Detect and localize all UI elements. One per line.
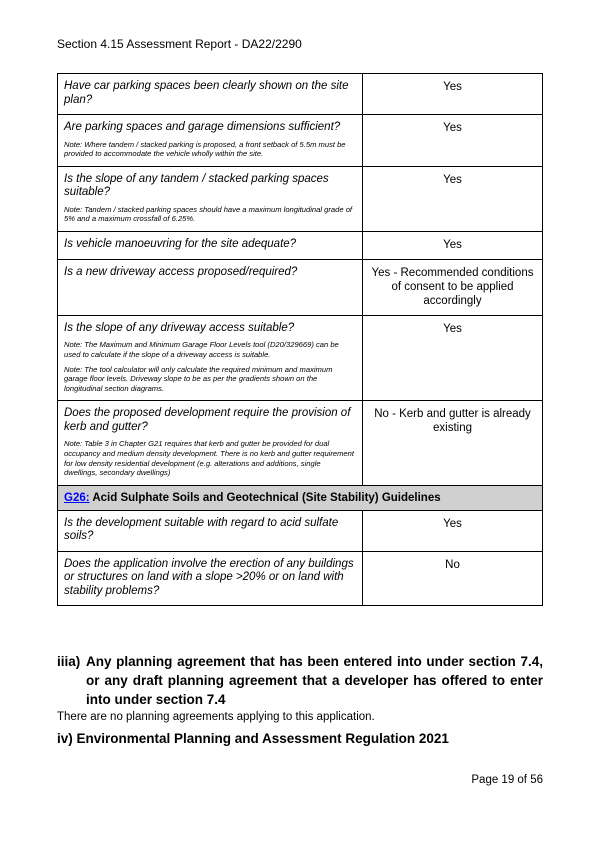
body-paragraph: There are no planning agreements applying to this application. <box>57 711 375 723</box>
question-cell <box>58 510 363 551</box>
question-cell <box>58 401 363 485</box>
table-row <box>58 510 543 551</box>
question-note: Note: The Maximum and Minimum Garage Floor Levels tool (D20/329669) can be used to calculate if the slope of a driveway access is suitable. <box>64 340 339 359</box>
question-note: Note: Where tandem / stacked parking is proposed, a front setback of 5.5m must be provided to accommodate the vehicle wholly within the site. <box>64 139 346 159</box>
question-text: Is the slope of any driveway access suitable? <box>64 321 295 334</box>
table-row <box>58 315 543 400</box>
section-heading-iv: iv) Environmental Planning and Assessment Regulation 2021 <box>57 731 449 746</box>
answer-cell: Yes <box>363 315 543 400</box>
section-header-row <box>58 485 543 510</box>
table-row <box>58 401 543 485</box>
question-note: Note: Table 3 in Chapter G21 requires that kerb and gutter be provided for dual occupancy and medium density development. There is no kerb and gutter requirement for low density residential development (e.g. alterations and additions, single dwellings, secondary dwellings) <box>64 439 354 478</box>
answer-cell: Yes <box>363 115 543 167</box>
question-text: Are parking spaces and garage dimensions sufficient? <box>64 121 341 133</box>
question-text: Does the proposed development require the provision of kerb and gutter? <box>64 407 351 433</box>
table-row <box>58 166 543 231</box>
section-header-cell <box>58 485 543 510</box>
section-heading-iiia <box>57 652 543 709</box>
question-cell <box>58 231 363 259</box>
question-cell <box>58 315 363 400</box>
question-note: Note: The tool calculator will only calculate the required minimum and maximum garage floor levels. Driveway slope to be as per the gradients shown on the longitudinal section diagrams. <box>64 364 333 393</box>
answer-cell: Yes <box>363 166 543 231</box>
question-text: Does the application involve the erection of any buildings or structures on land with a slope >20% or on land with stability problems? <box>64 557 354 597</box>
table-row <box>58 259 543 315</box>
question-cell <box>58 166 363 231</box>
question-cell <box>58 74 363 115</box>
table-row <box>58 551 543 606</box>
page-header-title: Section 4.15 Assessment Report - DA22/2290 <box>57 37 302 51</box>
assessment-table <box>57 73 543 606</box>
section-heading-text: Any planning agreement that has been entered into under section 7.4, or any draft planning agreement that a developer has offered to enter into under section 7.4 <box>86 654 543 707</box>
question-note: Note: Tandem / stacked parking spaces should have a maximum longitudinal grade of 5% and a maximum crossfall of 6.25%. <box>64 204 353 224</box>
answer-cell: No <box>363 551 543 606</box>
page-number: Page 19 of 56 <box>471 774 543 786</box>
answer-cell: Yes <box>363 74 543 115</box>
g26-link[interactable]: G26: <box>64 491 90 504</box>
table-row <box>58 115 543 167</box>
section-header-title: Acid Sulphate Soils and Geotechnical (Site Stability) Guidelines <box>89 491 441 504</box>
question-cell <box>58 551 363 606</box>
answer-cell: No - Kerb and gutter is already existing <box>363 401 543 485</box>
question-text: Is the slope of any tandem / stacked parking spaces suitable? <box>64 172 329 199</box>
table-row <box>58 74 543 115</box>
question-text: Is vehicle manoeuvring for the site adequate? <box>64 237 297 250</box>
question-text: Is a new driveway access proposed/required? <box>64 265 298 278</box>
question-text: Is the development suitable with regard to acid sulfate soils? <box>64 516 339 543</box>
table-row <box>58 231 543 259</box>
question-cell <box>58 115 363 167</box>
answer-cell: Yes - Recommended conditions of consent to be applied accordingly <box>363 259 543 315</box>
question-text: Have car parking spaces been clearly shown on the site plan? <box>64 80 349 106</box>
section-number: iiia) <box>57 654 81 669</box>
question-cell <box>58 259 363 315</box>
answer-cell: Yes <box>363 231 543 259</box>
answer-cell: Yes <box>363 510 543 551</box>
